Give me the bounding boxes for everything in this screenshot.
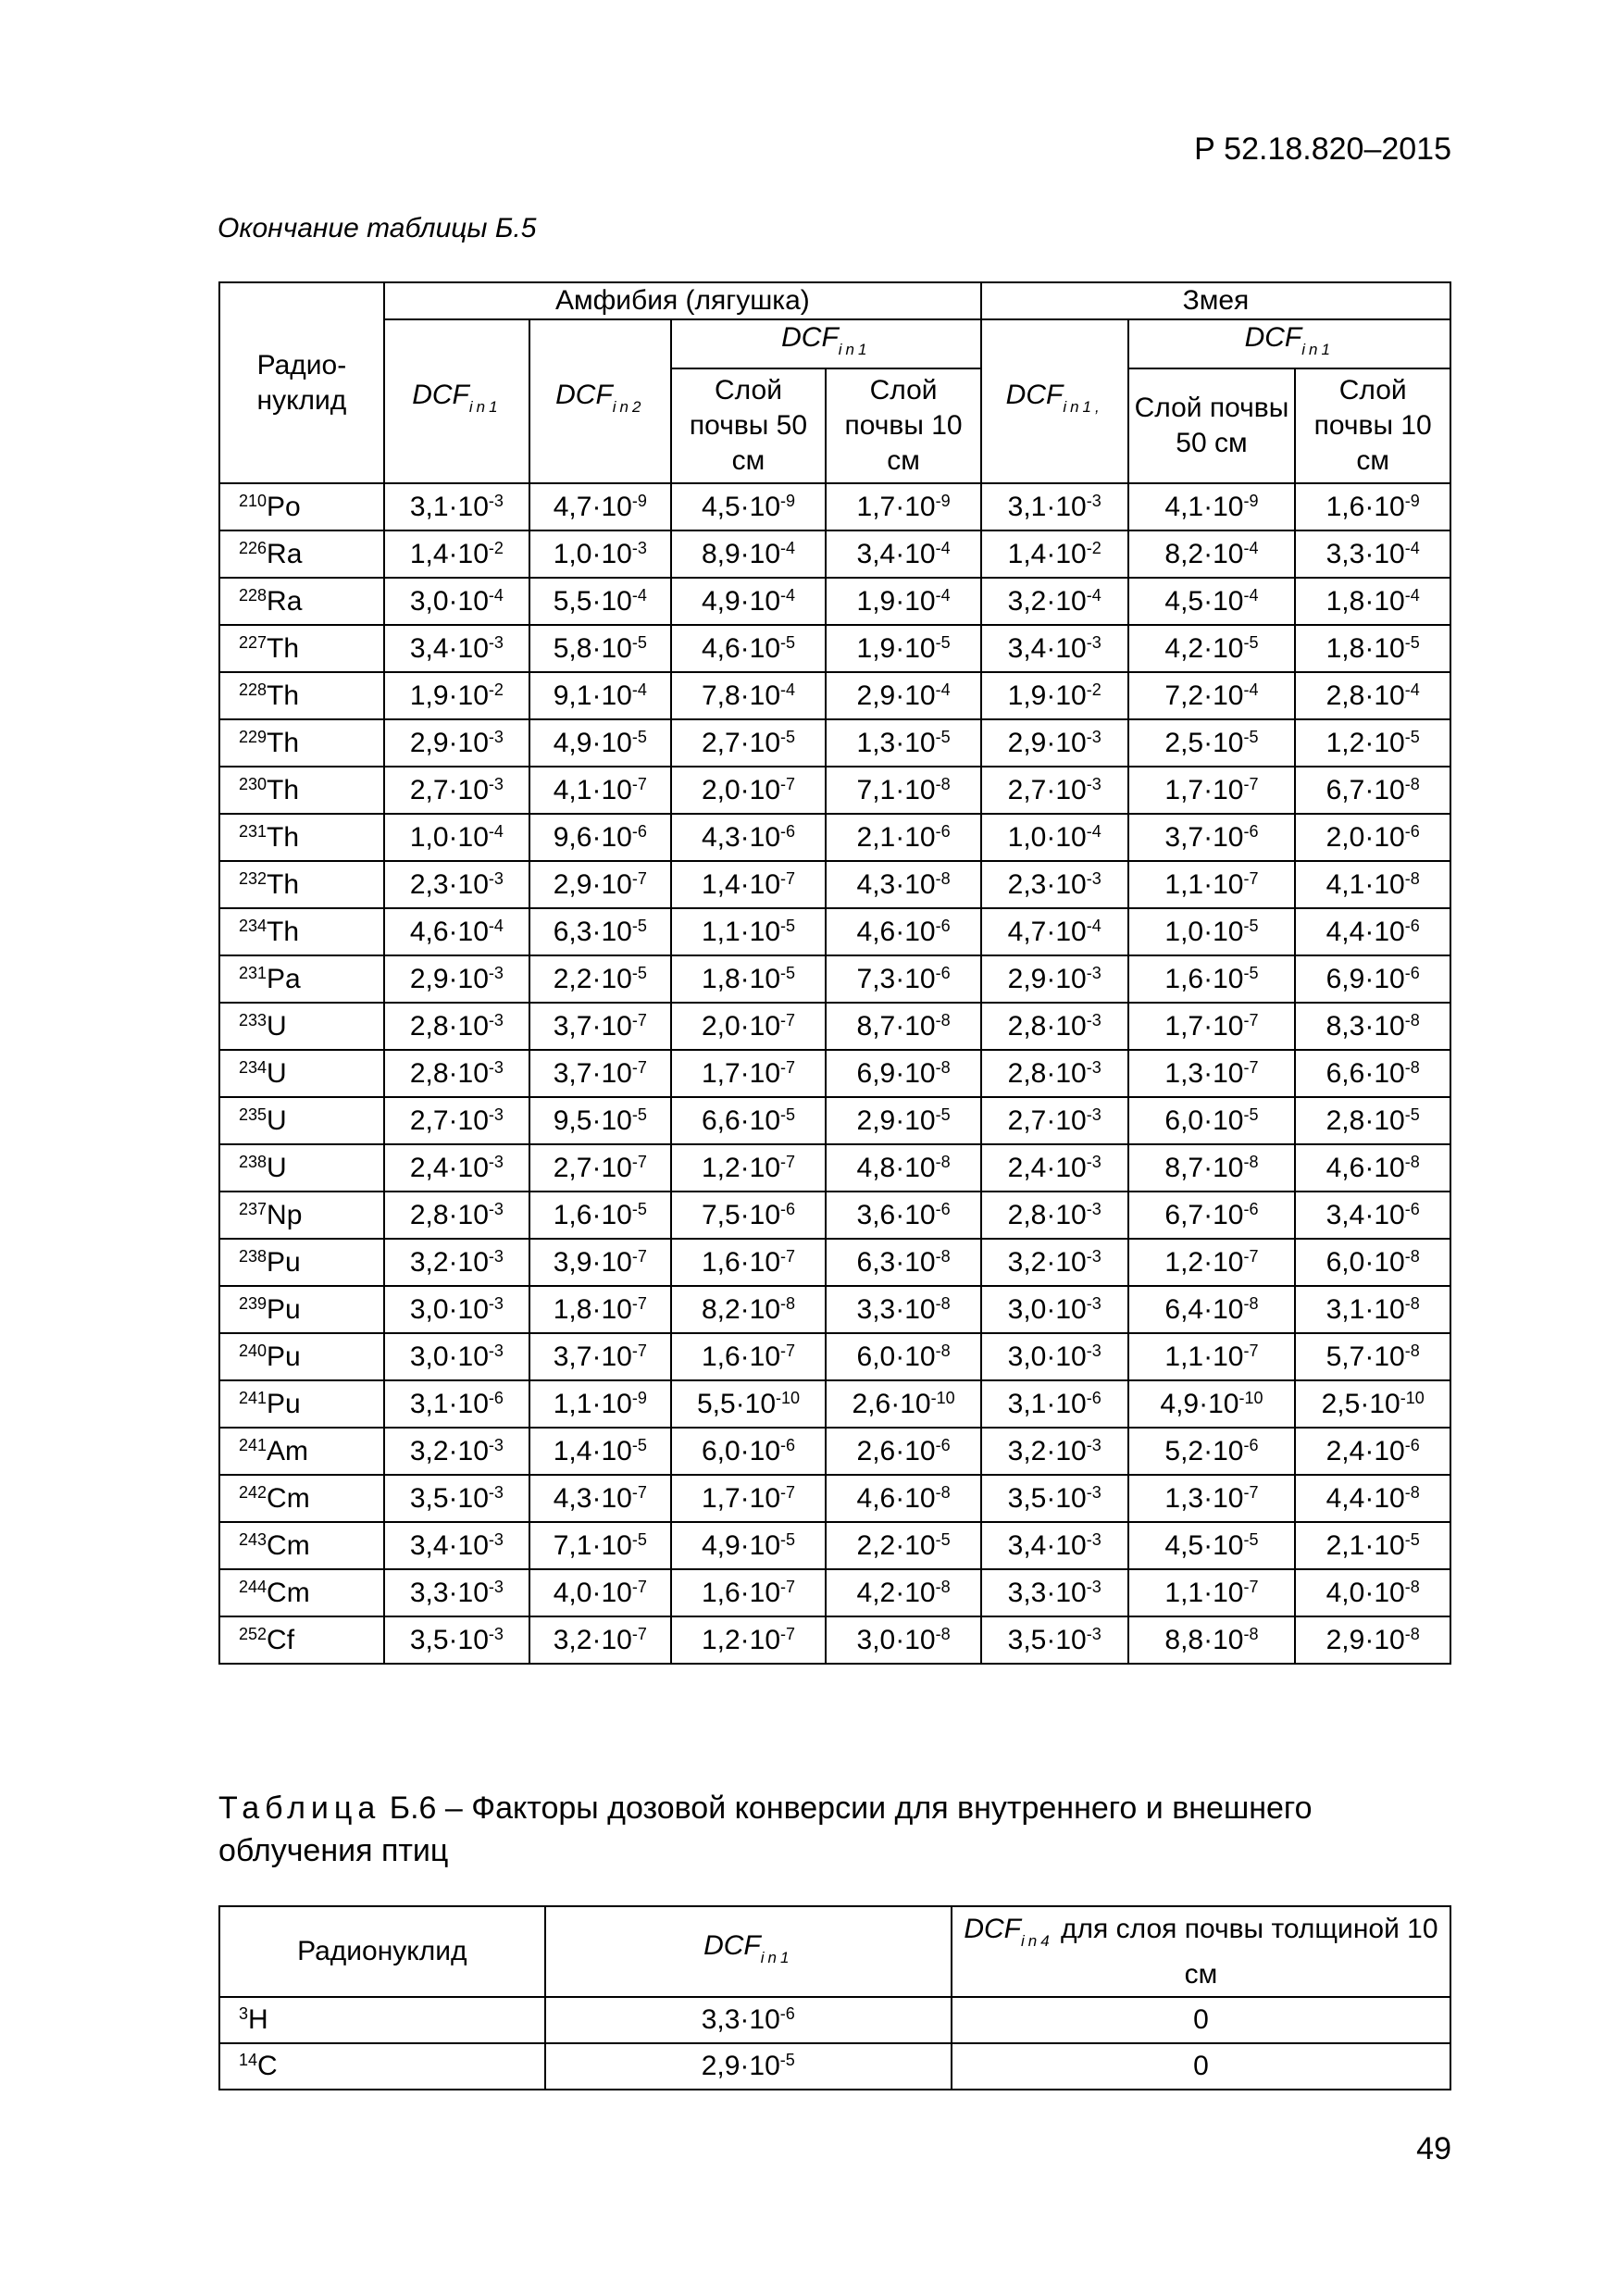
radionuclide-cell: $^{244}$Cm [219,1569,384,1616]
header-amph-soil-50: Слой почвы 50 см [671,368,827,483]
header-amph-soil-10: Слой почвы 10 см [826,368,981,483]
value-cell: $1,6\cdot 10^{-7}$ [671,1569,827,1616]
value-cell: $4,2\cdot 10^{-5}$ [1128,625,1296,672]
table-row [219,908,1450,955]
radionuclide-cell: $^{232}$Th [219,861,384,908]
value-cell: $3,7\cdot 10^{-6}$ [1128,814,1296,861]
value-cell: $2,8\cdot 10^{-3}$ [981,1003,1128,1050]
value-cell: $2,8\cdot 10^{-3}$ [981,1192,1128,1239]
radionuclide-cell: $^{237}$Np [219,1192,384,1239]
value-cell: $2,4\cdot 10^{-6}$ [1295,1428,1450,1475]
value-cell: $8,9\cdot 10^{-4}$ [671,530,827,578]
value-cell: $2,6\cdot 10^{-6}$ [826,1428,981,1475]
radionuclide-cell: $^{238}$U [219,1144,384,1192]
value-cell: $5,7\cdot 10^{-8}$ [1295,1333,1450,1380]
table-row [219,1569,1450,1616]
value-cell: $1,9\cdot 10^{-2}$ [981,672,1128,719]
value-cell: $3,1\cdot 10^{-6}$ [981,1380,1128,1428]
value-cell: $8,2\cdot 10^{-4}$ [1128,530,1296,578]
radionuclide-cell: $^{234}$Th [219,908,384,955]
value-cell: $1,7\cdot 10^{-7}$ [671,1050,827,1097]
value-cell: $8,8\cdot 10^{-8}$ [1128,1616,1296,1664]
table-b5 [218,281,1451,1665]
table-row [219,1333,1450,1380]
value-cell: $1,3\cdot 10^{-7}$ [1128,1475,1296,1522]
value-cell: $2,9\cdot 10^{-4}$ [826,672,981,719]
value-cell: $1,7\cdot 10^{-7}$ [1128,767,1296,814]
radionuclide-cell: $^{243}$Cm [219,1522,384,1569]
value-cell: $7,8\cdot 10^{-4}$ [671,672,827,719]
table-row [219,1239,1450,1286]
radionuclide-cell: $^{242}$Cm [219,1475,384,1522]
value-cell: $3,2\cdot 10^{-3}$ [981,1428,1128,1475]
value-cell: $3,9\cdot 10^{-7}$ [529,1239,671,1286]
value-cell: $4,2\cdot 10^{-8}$ [826,1569,981,1616]
value-cell: $2,9\cdot 10^{-5}$ [826,1097,981,1144]
value-cell: $3,5\cdot 10^{-3}$ [981,1616,1128,1664]
value-cell: $4,9\cdot 10^{-5}$ [671,1522,827,1569]
value-cell: $4,9\cdot 10^{-10}$ [1128,1380,1296,1428]
radionuclide-cell: $^{14}$C [219,2043,545,2090]
value-cell: $1,0\cdot 10^{-4}$ [981,814,1128,861]
value-cell: $4,6\cdot 10^{-4}$ [384,908,529,955]
value-cell: $2,9\cdot 10^{-8}$ [1295,1616,1450,1664]
value-cell: $6,3\cdot 10^{-5}$ [529,908,671,955]
radionuclide-cell: $^{233}$U [219,1003,384,1050]
value-cell: $1,4\cdot 10^{-2}$ [981,530,1128,578]
radionuclide-cell: $^{252}$Cf [219,1616,384,1664]
value-cell: $5,5\cdot 10^{-10}$ [671,1380,827,1428]
value-cell: $2,9\cdot 10^{-5}$ [545,2043,952,2090]
value-cell: $8,3\cdot 10^{-8}$ [1295,1003,1450,1050]
value-cell: $3,5\cdot 10^{-3}$ [384,1475,529,1522]
value-cell: $2,2\cdot 10^{-5}$ [529,955,671,1003]
value-cell: $1,8\cdot 10^{-7}$ [529,1286,671,1333]
value-cell: $2,4\cdot 10^{-3}$ [981,1144,1128,1192]
value-cell: $2,8\cdot 10^{-3}$ [384,1050,529,1097]
value-cell: $8,2\cdot 10^{-8}$ [671,1286,827,1333]
table-row [219,1144,1450,1192]
value-cell: $2,7\cdot 10^{-3}$ [384,767,529,814]
value-cell: $3,0\cdot 10^{-3}$ [981,1286,1128,1333]
value-cell: $3,4\cdot 10^{-3}$ [981,625,1128,672]
value-cell: $2,8\cdot 10^{-3}$ [384,1192,529,1239]
value-cell: $6,0\cdot 10^{-6}$ [671,1428,827,1475]
value-cell: $9,6\cdot 10^{-6}$ [529,814,671,861]
value-cell: $2,7\cdot 10^{-3}$ [981,1097,1128,1144]
header-amphibian: Амфибия (лягушка) [384,282,981,319]
value-cell: $3,2\cdot 10^{-4}$ [981,578,1128,625]
value-cell: $6,6\cdot 10^{-8}$ [1295,1050,1450,1097]
table-row [219,672,1450,719]
value-cell: $1,9\cdot 10^{-2}$ [384,672,529,719]
value-cell: $7,3\cdot 10^{-6}$ [826,955,981,1003]
value-cell: $1,6\cdot 10^{-7}$ [671,1239,827,1286]
radionuclide-cell: $^{240}$Pu [219,1333,384,1380]
table-row [219,483,1450,530]
value-cell: $2,6\cdot 10^{-10}$ [826,1380,981,1428]
value-cell: $3,1\cdot 10^{-6}$ [384,1380,529,1428]
table-row [219,719,1450,767]
table-row [219,1380,1450,1428]
value-cell: $3,1\cdot 10^{-3}$ [384,483,529,530]
document-code: Р 52.18.820–2015 [1194,131,1451,167]
table-row [219,861,1450,908]
value-cell: $1,6\cdot 10^{-5}$ [1128,955,1296,1003]
table-row [219,1616,1450,1664]
radionuclide-cell: $^{241}$Am [219,1428,384,1475]
value-cell: $4,1\cdot 10^{-7}$ [529,767,671,814]
value-cell: $3,7\cdot 10^{-7}$ [529,1333,671,1380]
radionuclide-cell: $^{231}$Pa [219,955,384,1003]
value-cell: $1,1\cdot 10^{-7}$ [1128,1333,1296,1380]
header-amph-dcf-in1-soil: $DCF_{in1}$ [671,319,981,368]
radionuclide-cell: $^{238}$Pu [219,1239,384,1286]
table-row [219,814,1450,861]
value-cell: $2,9\cdot 10^{-3}$ [981,955,1128,1003]
value-cell: $3,0\cdot 10^{-4}$ [384,578,529,625]
value-cell: $1,8\cdot 10^{-5}$ [671,955,827,1003]
value-cell: $1,2\cdot 10^{-7}$ [671,1144,827,1192]
value-cell: $1,6\cdot 10^{-7}$ [671,1333,827,1380]
value-cell: $4,7\cdot 10^{-4}$ [981,908,1128,955]
table-row [219,767,1450,814]
value-cell: $8,7\cdot 10^{-8}$ [826,1003,981,1050]
value-cell: $3,3\cdot 10^{-6}$ [545,1997,952,2043]
value-cell: $3,5\cdot 10^{-3}$ [981,1475,1128,1522]
value-cell: $2,3\cdot 10^{-3}$ [981,861,1128,908]
value-cell: $4,4\cdot 10^{-6}$ [1295,908,1450,955]
value-cell: $5,5\cdot 10^{-4}$ [529,578,671,625]
value-cell: $3,1\cdot 10^{-3}$ [981,483,1128,530]
value-cell: $6,3\cdot 10^{-8}$ [826,1239,981,1286]
value-cell: $3,5\cdot 10^{-3}$ [384,1616,529,1664]
value-cell: $2,7\cdot 10^{-3}$ [981,767,1128,814]
value-cell: 0 [952,2043,1450,2090]
value-cell: $4,6\cdot 10^{-8}$ [826,1475,981,1522]
value-cell: $3,4\cdot 10^{-3}$ [384,625,529,672]
value-cell: $3,0\cdot 10^{-3}$ [981,1333,1128,1380]
value-cell: $4,5\cdot 10^{-5}$ [1128,1522,1296,1569]
value-cell: $4,8\cdot 10^{-8}$ [826,1144,981,1192]
value-cell: $4,3\cdot 10^{-6}$ [671,814,827,861]
table-row [219,530,1450,578]
value-cell: $1,7\cdot 10^{-9}$ [826,483,981,530]
value-cell: $9,5\cdot 10^{-5}$ [529,1097,671,1144]
value-cell: $2,4\cdot 10^{-3}$ [384,1144,529,1192]
table-row [219,1428,1450,1475]
value-cell: $1,0\cdot 10^{-3}$ [529,530,671,578]
value-cell: $4,7\cdot 10^{-9}$ [529,483,671,530]
header-snake-soil-10: Слой почвы 10 см [1295,368,1450,483]
table-row [219,1050,1450,1097]
value-cell: $4,6\cdot 10^{-8}$ [1295,1144,1450,1192]
value-cell: $2,1\cdot 10^{-6}$ [826,814,981,861]
value-cell: $6,7\cdot 10^{-8}$ [1295,767,1450,814]
radionuclide-cell: $^{235}$U [219,1097,384,1144]
value-cell: $4,0\cdot 10^{-7}$ [529,1569,671,1616]
radionuclide-cell: $^{239}$Pu [219,1286,384,1333]
value-cell: $2,3\cdot 10^{-3}$ [384,861,529,908]
header-dcf-in4-soil: $DCF_{in4}$ для слоя почвы толщиной 10 см [952,1906,1450,1997]
value-cell: $1,9\cdot 10^{-4}$ [826,578,981,625]
value-cell: $3,4\cdot 10^{-3}$ [384,1522,529,1569]
value-cell: $1,8\cdot 10^{-4}$ [1295,578,1450,625]
value-cell: $4,5\cdot 10^{-4}$ [1128,578,1296,625]
value-cell: $4,3\cdot 10^{-8}$ [826,861,981,908]
value-cell: $1,0\cdot 10^{-5}$ [1128,908,1296,955]
value-cell: $3,2\cdot 10^{-3}$ [981,1239,1128,1286]
value-cell: $4,9\cdot 10^{-5}$ [529,719,671,767]
value-cell: $2,8\cdot 10^{-3}$ [384,1003,529,1050]
table-row [219,1475,1450,1522]
value-cell: $1,9\cdot 10^{-5}$ [826,625,981,672]
value-cell: $2,9\cdot 10^{-3}$ [981,719,1128,767]
value-cell: $1,2\cdot 10^{-7}$ [671,1616,827,1664]
value-cell: $3,3\cdot 10^{-4}$ [1295,530,1450,578]
radionuclide-cell: $^{230}$Th [219,767,384,814]
radionuclide-cell: $^{231}$Th [219,814,384,861]
radionuclide-cell: $^{241}$Pu [219,1380,384,1428]
value-cell: $2,5\cdot 10^{-5}$ [1128,719,1296,767]
value-cell: $4,9\cdot 10^{-4}$ [671,578,827,625]
table-row [219,2043,1450,2090]
value-cell: $3,6\cdot 10^{-6}$ [826,1192,981,1239]
value-cell: $1,1\cdot 10^{-7}$ [1128,861,1296,908]
value-cell: $3,0\cdot 10^{-3}$ [384,1333,529,1380]
radionuclide-cell: $^{226}$Ra [219,530,384,578]
value-cell: $1,2\cdot 10^{-5}$ [1295,719,1450,767]
header-radionuclide: Радионуклид [219,1906,545,1997]
header-snake-soil-50: Слой почвы 50 см [1128,368,1296,483]
value-cell: $6,7\cdot 10^{-6}$ [1128,1192,1296,1239]
value-cell: $3,3\cdot 10^{-3}$ [384,1569,529,1616]
value-cell: $1,3\cdot 10^{-5}$ [826,719,981,767]
value-cell: $3,4\cdot 10^{-3}$ [981,1522,1128,1569]
value-cell: $4,1\cdot 10^{-9}$ [1128,483,1296,530]
radionuclide-cell: $^{234}$U [219,1050,384,1097]
value-cell: $2,8\cdot 10^{-4}$ [1295,672,1450,719]
radionuclide-cell: $^{229}$Th [219,719,384,767]
value-cell: $6,4\cdot 10^{-8}$ [1128,1286,1296,1333]
table-row [219,955,1450,1003]
table-row [219,1286,1450,1333]
value-cell: $6,0\cdot 10^{-8}$ [1295,1239,1450,1286]
value-cell: $1,3\cdot 10^{-7}$ [1128,1050,1296,1097]
value-cell: $2,1\cdot 10^{-5}$ [1295,1522,1450,1569]
value-cell: $2,8\cdot 10^{-5}$ [1295,1097,1450,1144]
value-cell: $3,4\cdot 10^{-4}$ [826,530,981,578]
value-cell: $6,9\cdot 10^{-6}$ [1295,955,1450,1003]
value-cell: $4,3\cdot 10^{-7}$ [529,1475,671,1522]
value-cell: $1,4\cdot 10^{-2}$ [384,530,529,578]
value-cell: $2,7\cdot 10^{-5}$ [671,719,827,767]
value-cell: $2,2\cdot 10^{-5}$ [826,1522,981,1569]
header-dcf-in1: $DCF_{in1}$ [545,1906,952,1997]
value-cell: $2,7\cdot 10^{-7}$ [529,1144,671,1192]
value-cell: $3,7\cdot 10^{-7}$ [529,1050,671,1097]
value-cell: $3,0\cdot 10^{-3}$ [384,1286,529,1333]
table-b6 [218,1905,1451,2090]
value-cell: $1,1\cdot 10^{-9}$ [529,1380,671,1428]
page-number: 49 [1416,2131,1451,2166]
value-cell: $1,6\cdot 10^{-9}$ [1295,483,1450,530]
value-cell: $1,1\cdot 10^{-5}$ [671,908,827,955]
value-cell: $1,2\cdot 10^{-7}$ [1128,1239,1296,1286]
value-cell: $1,6\cdot 10^{-5}$ [529,1192,671,1239]
header-amph-dcf-in1: $DCF_{in1}$ [384,319,529,483]
table-row [219,1097,1450,1144]
table-row [219,1003,1450,1050]
value-cell: $4,6\cdot 10^{-5}$ [671,625,827,672]
value-cell: $7,1\cdot 10^{-5}$ [529,1522,671,1569]
table-row [219,1997,1450,2043]
value-cell: $2,0\cdot 10^{-6}$ [1295,814,1450,861]
value-cell: $7,5\cdot 10^{-6}$ [671,1192,827,1239]
table-row [219,578,1450,625]
value-cell: $3,2\cdot 10^{-3}$ [384,1428,529,1475]
value-cell: $4,5\cdot 10^{-9}$ [671,483,827,530]
value-cell: 0 [952,1997,1450,2043]
value-cell: $4,4\cdot 10^{-8}$ [1295,1475,1450,1522]
value-cell: $4,6\cdot 10^{-6}$ [826,908,981,955]
table-continuation-caption: Окончание таблицы Б.5 [218,213,537,243]
value-cell: $5,8\cdot 10^{-5}$ [529,625,671,672]
value-cell: $1,7\cdot 10^{-7}$ [671,1475,827,1522]
radionuclide-cell: $^{228}$Ra [219,578,384,625]
value-cell: $1,0\cdot 10^{-4}$ [384,814,529,861]
value-cell: $8,7\cdot 10^{-8}$ [1128,1144,1296,1192]
value-cell: $6,6\cdot 10^{-5}$ [671,1097,827,1144]
value-cell: $3,2\cdot 10^{-3}$ [384,1239,529,1286]
value-cell: $4,0\cdot 10^{-8}$ [1295,1569,1450,1616]
value-cell: $3,3\cdot 10^{-3}$ [981,1569,1128,1616]
radionuclide-cell: $^{227}$Th [219,625,384,672]
value-cell: $7,2\cdot 10^{-4}$ [1128,672,1296,719]
value-cell: $2,8\cdot 10^{-3}$ [981,1050,1128,1097]
table-row [219,1522,1450,1569]
header-snake-dcf-in1-soil: $DCF_{in1}$ [1128,319,1450,368]
value-cell: $9,1\cdot 10^{-4}$ [529,672,671,719]
value-cell: $6,0\cdot 10^{-8}$ [826,1333,981,1380]
value-cell: $3,2\cdot 10^{-7}$ [529,1616,671,1664]
value-cell: $1,8\cdot 10^{-5}$ [1295,625,1450,672]
radionuclide-cell: $^{210}$Po [219,483,384,530]
value-cell: $2,9\cdot 10^{-3}$ [384,719,529,767]
value-cell: $4,1\cdot 10^{-8}$ [1295,861,1450,908]
value-cell: $2,5\cdot 10^{-10}$ [1295,1380,1450,1428]
value-cell: $3,7\cdot 10^{-7}$ [529,1003,671,1050]
value-cell: $1,7\cdot 10^{-7}$ [1128,1003,1296,1050]
value-cell: $3,0\cdot 10^{-8}$ [826,1616,981,1664]
header-snake-dcf-in1: $DCF_{in1,}$ [981,319,1128,483]
value-cell: $5,2\cdot 10^{-6}$ [1128,1428,1296,1475]
value-cell: $1,1\cdot 10^{-7}$ [1128,1569,1296,1616]
table-row [219,625,1450,672]
radionuclide-cell: $^3$H [219,1997,545,2043]
value-cell: $2,9\cdot 10^{-7}$ [529,861,671,908]
value-cell: $6,0\cdot 10^{-5}$ [1128,1097,1296,1144]
value-cell: $3,3\cdot 10^{-8}$ [826,1286,981,1333]
value-cell: $1,4\cdot 10^{-5}$ [529,1428,671,1475]
value-cell: $1,4\cdot 10^{-7}$ [671,861,827,908]
radionuclide-cell: $^{228}$Th [219,672,384,719]
value-cell: $2,0\cdot 10^{-7}$ [671,1003,827,1050]
value-cell: $7,1\cdot 10^{-8}$ [826,767,981,814]
table-b6-title: Таблица Б.6 – Факторы дозовой конверсии для внутреннего и внешнего облучения птиц [218,1791,1313,1868]
header-amph-dcf-in2: $DCF_{in2}$ [529,319,671,483]
value-cell: $2,0\cdot 10^{-7}$ [671,767,827,814]
value-cell: $2,7\cdot 10^{-3}$ [384,1097,529,1144]
value-cell: $2,9\cdot 10^{-3}$ [384,955,529,1003]
table-row [219,1192,1450,1239]
value-cell: $3,1\cdot 10^{-8}$ [1295,1286,1450,1333]
value-cell: $3,4\cdot 10^{-6}$ [1295,1192,1450,1239]
header-snake: Змея [981,282,1450,319]
value-cell: $6,9\cdot 10^{-8}$ [826,1050,981,1097]
header-radionuclide: Радио-нуклид [219,282,384,483]
